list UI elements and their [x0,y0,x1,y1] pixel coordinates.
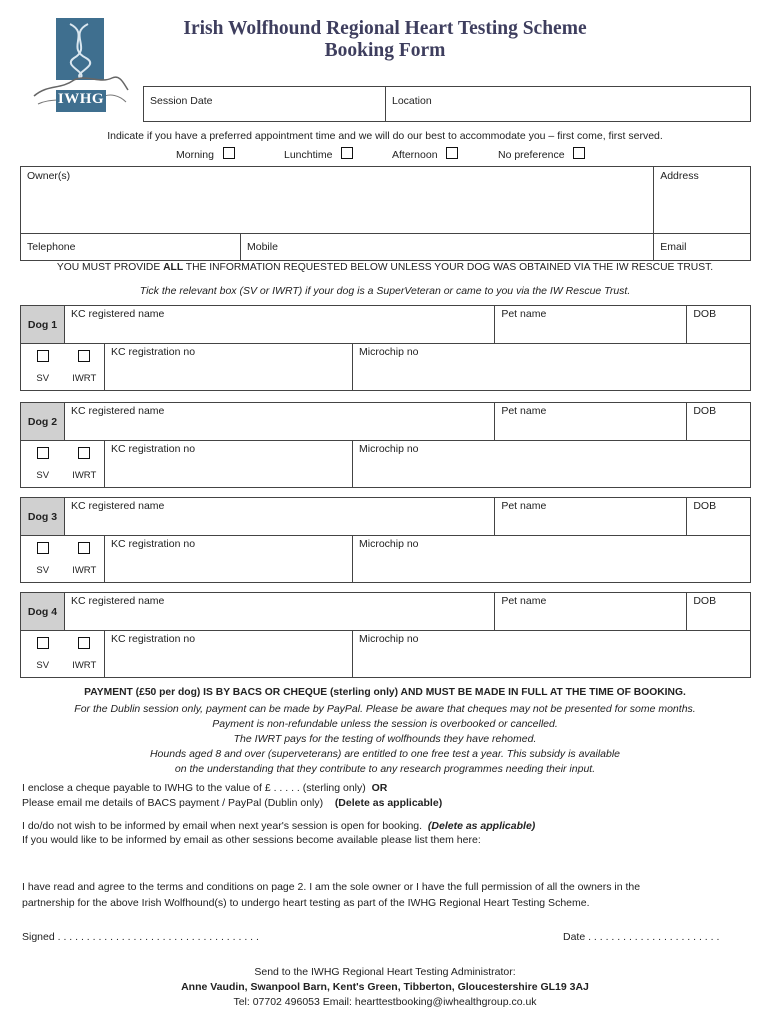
form-title [150,18,620,62]
pet-name-label: Pet name [501,405,547,417]
kc-no-label: KC registration no [111,633,196,645]
dog-label: Dog 2 [21,403,65,441]
bacs-line: Please email me details of BACS payment / PayPal (Dublin only) (Delete as applicable) [22,797,443,809]
signed-field[interactable]: Signed . . . . . . . . . . . . . . . . . . . . . . . . . . . . . . . . . . . [22,931,259,943]
location-field[interactable] [386,87,751,122]
kc-name-label: KC registered name [71,500,165,512]
dob-field[interactable] [687,498,751,536]
payment-note: For the Dublin session only, payment can be made by PayPal. Please be aware that cheques may not be presented for some months. [74,703,696,715]
agreement-line: partnership for the above Irish Wolfhound(s) to undergo heart testing as part of the IWHG Regional Heart Testing Scheme. [22,897,590,909]
kc-name-label: KC registered name [71,595,165,607]
kc-name-field[interactable] [65,498,495,536]
lunchtime-checkbox[interactable] [341,147,353,159]
footer [0,965,770,1010]
dob-field[interactable] [687,593,751,631]
iwrt-checkbox[interactable] [78,542,90,554]
dob-field[interactable] [687,306,751,344]
footer-address: Anne Vaudin, Swanpool Barn, Kent's Green, Tibberton, Gloucestershire GL19 3AJ [181,981,589,993]
title-line-2: Booking Form [324,40,446,61]
iwrt-label: IWRT [72,660,97,671]
microchip-label: Microchip no [359,633,419,645]
sv-checkbox[interactable] [37,542,49,554]
lunchtime-label: Lunchtime [284,149,333,161]
sv-cell [21,441,65,488]
payment-heading: PAYMENT (£50 per dog) IS BY BACS OR CHEQUE (sterling only) AND MUST BE MADE IN FULL AT THE TIME OF BOOKING. [84,687,686,698]
title-line-1: Irish Wolfhound Regional Heart Testing Scheme [183,18,587,39]
sv-label: SV [36,660,50,671]
agreement-text [22,879,748,911]
sv-checkbox[interactable] [37,447,49,459]
kc-no-label: KC registration no [111,443,196,455]
dob-label: DOB [693,595,717,607]
dob-field[interactable] [687,403,751,441]
mobile-label: Mobile [247,241,278,253]
email-label: Email [660,241,687,253]
payment-note: on the understanding that they contribute to any research programmes needing their input. [174,763,596,775]
iwrt-checkbox[interactable] [78,637,90,649]
iwrt-cell [65,631,105,678]
option-afternoon [392,147,458,161]
payment-note: Payment is non-refundable unless the session is overbooked or cancelled. [212,718,558,730]
dog-table [20,497,751,583]
pet-name-field[interactable] [495,403,687,441]
dob-label: DOB [693,405,717,417]
sv-checkbox[interactable] [37,350,49,362]
session-date-label: Session Date [150,95,213,107]
dog-label: Dog 1 [21,306,65,344]
date-field[interactable]: Date . . . . . . . . . . . . . . . . . . . . . . . [563,931,720,943]
telephone-label: Telephone [27,241,76,253]
kc-name-field[interactable] [65,593,495,631]
kc-no-field[interactable] [105,631,353,678]
dog-label: Dog 4 [21,593,65,631]
payment-note: The IWRT pays for the testing of wolfhounds they have rehomed. [233,733,537,745]
iwhg-logo [30,18,130,114]
sessions-request-line: If you would like to be informed by email as other sessions become available please list them here: [22,834,481,846]
appointment-instruction: Indicate if you have a preferred appointment time and we will do our best to accommodate you – first come, first served. [107,130,663,142]
kc-no-field[interactable] [105,344,353,391]
microchip-label: Microchip no [359,443,419,455]
microchip-field[interactable] [353,344,751,391]
option-morning [176,147,235,161]
owner-table [20,166,751,261]
iwrt-label: IWRT [72,470,97,481]
session-table [143,86,751,122]
microchip-field[interactable] [353,441,751,488]
sv-checkbox[interactable] [37,637,49,649]
iwrt-label: IWRT [72,565,97,576]
iwrt-cell [65,441,105,488]
dog-label: Dog 3 [21,498,65,536]
no-preference-checkbox[interactable] [573,147,585,159]
mobile-field[interactable] [241,234,654,261]
dog-table [20,402,751,488]
afternoon-checkbox[interactable] [446,147,458,159]
payment-note: Hounds aged 8 and over (superveterans) are entitled to one free test a year. This subsidy is available [149,748,621,760]
telephone-field[interactable] [21,234,241,261]
dob-label: DOB [693,500,717,512]
email-field[interactable] [654,234,751,261]
dob-label: DOB [693,308,717,320]
pet-name-field[interactable] [495,498,687,536]
morning-checkbox[interactable] [223,147,235,159]
kc-no-label: KC registration no [111,538,196,550]
session-date-field[interactable] [144,87,386,122]
logo-text: IWHG [57,91,105,107]
provide-notice: YOU MUST PROVIDE ALL THE INFORMATION REQUESTED BELOW UNLESS YOUR DOG WAS OBTAINED VIA THE IW RESCUE TRUST. [56,262,714,273]
pet-name-field[interactable] [495,306,687,344]
dog-table [20,592,751,678]
dog-table [20,305,751,391]
kc-name-label: KC registered name [71,405,165,417]
footer-send-to: Send to the IWHG Regional Heart Testing Administrator: [254,966,516,978]
payment-notes [0,702,770,777]
microchip-field[interactable] [353,536,751,583]
pet-name-field[interactable] [495,593,687,631]
agreement-line: I have read and agree to the terms and conditions on page 2. I am the sole owner or I have the full permission of all the owners in the [22,881,641,893]
option-no-preference [498,147,585,161]
kc-no-field[interactable] [105,441,353,488]
pet-name-label: Pet name [501,595,547,607]
sv-cell [21,344,65,391]
morning-label: Morning [176,149,214,161]
inform-line: I do/do not wish to be informed by email when next year's session is open for booking. (Delete as applicable) [22,820,536,832]
sv-label: SV [36,565,50,576]
pet-name-label: Pet name [501,308,547,320]
iwrt-cell [65,344,105,391]
afternoon-label: Afternoon [392,149,438,161]
iwrt-checkbox[interactable] [78,447,90,459]
cheque-line: I enclose a cheque payable to IWHG to the value of £ . . . . . (sterling only) OR [22,782,388,794]
location-label: Location [392,95,432,107]
iwrt-cell [65,536,105,583]
owners-label: Owner(s) [27,170,71,182]
sv-cell [21,631,65,678]
owners-field[interactable] [21,167,654,234]
footer-contact: Tel: 07702 496053 Email: hearttestbooking@iwhealthgroup.co.uk [233,996,537,1008]
tick-notice: Tick the relevant box (SV or IWRT) if your dog is a SuperVeteran or came to you via the IW Rescue Trust. [139,285,631,297]
sv-label: SV [36,373,50,384]
microchip-label: Microchip no [359,538,419,550]
kc-name-label: KC registered name [71,308,165,320]
iwrt-checkbox[interactable] [78,350,90,362]
microchip-label: Microchip no [359,346,419,358]
kc-name-field[interactable] [65,403,495,441]
no-preference-label: No preference [498,149,565,161]
pet-name-label: Pet name [501,500,547,512]
sv-cell [21,536,65,583]
kc-name-field[interactable] [65,306,495,344]
microchip-field[interactable] [353,631,751,678]
address-label: Address [660,170,699,182]
sv-label: SV [36,470,50,481]
address-field[interactable] [654,167,751,234]
option-lunchtime [284,147,353,161]
iwrt-label: IWRT [72,373,97,384]
kc-no-label: KC registration no [111,346,196,358]
kc-no-field[interactable] [105,536,353,583]
